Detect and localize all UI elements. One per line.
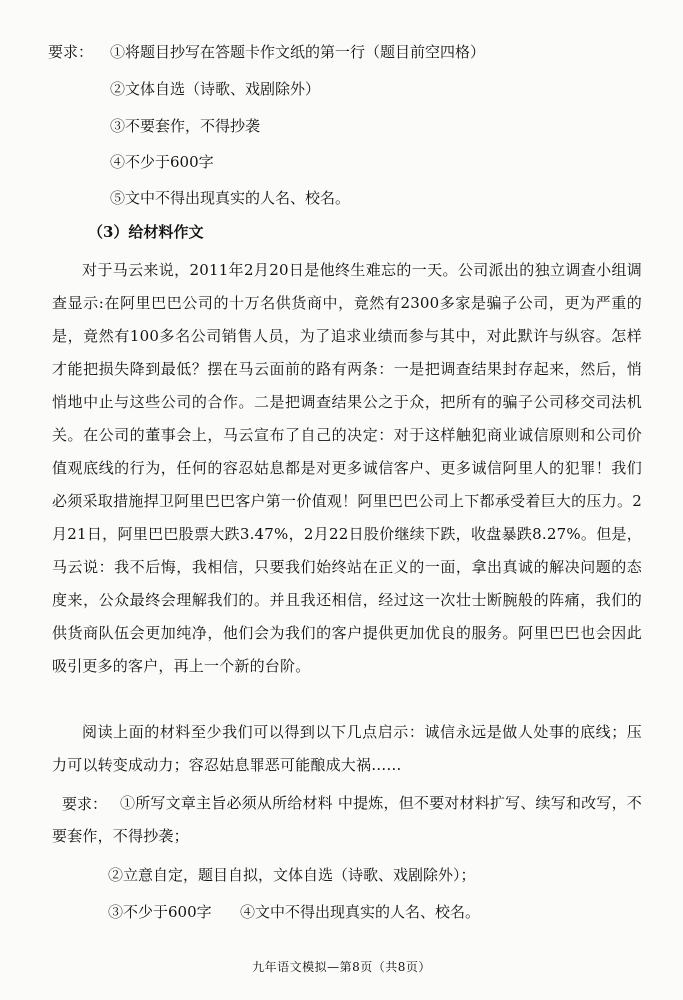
page-footer: 九年语文模拟—第8页（共8页） xyxy=(252,960,431,974)
requirement-item: ④不少于600字 xyxy=(110,153,214,171)
reading-paragraph: 阅读上面的材料至少我们可以得到以下几点启示：诚信永远是做人处事的底线；压力可以转变成动力；容忍姑息罪恶可能酿成大祸…… xyxy=(52,723,642,774)
section-heading: （3）给材料作文 xyxy=(88,223,204,241)
material-paragraph: 对于马云来说，2011年2月20日是他终生难忘的一天。公司派出的独立调查小组调查显示:在阿里巴巴公司的十万名供货商中，竟然有2300多家是骗子公司，更为严重的是，竟然有100多名公司销售人员，为了追求业绩而参与其中，对此默许与纵容。怎样才能把损失降到最低？摆在马云面前的路有两条：一是把调查结果封存起来，然后，悄悄地中止与这些公司的合作。二是把调查结果公之于众，把所有的骗子公司移交司法机关。在公司的董事会上，马云宣布了自己的决定：对于这样触犯商业诚信原则和公司价值观底线的行为，任何的容忍姑息都是对更多诚信客户、更多诚信阿里人的犯罪！我们必须采取措施捍卫阿里巴巴客户第一价值观！阿里巴巴公司上下都承受着巨大的压力。2月21日，阿里巴巴股票大跌3.47%，2月22日股价继续下跌，收盘暴跌8.27%。但是，马云说：我不后悔，我相信，只要我们始终站在正义的一面，拿出真诚的解决问题的态度来，公众最终会理解我们的。并且我还相信，经过这一次壮士断腕般的阵痛，我们的供货商队伍会更加纯净，他们会为我们的客户提供更加优良的服务。阿里巴巴也会因此吸引更多的客户，再上一个新的台阶。 xyxy=(52,261,642,675)
requirement-item: ③不少于600字 xyxy=(108,903,212,921)
requirements-label-2: 要求： xyxy=(62,795,108,813)
requirement-item: ①将题目抄写在答题卡作文纸的第一行（题目前空四格） xyxy=(110,43,486,61)
requirement-item: ⑤文中不得出现真实的人名、校名。 xyxy=(110,189,351,207)
requirements-label: 要求： xyxy=(48,43,94,61)
requirement-item: ②立意自定，题目自拟，文体自选（诗歌、戏剧除外）； xyxy=(108,866,476,884)
requirement-item: ④文中不得出现真实的人名、校名。 xyxy=(240,903,481,921)
requirement-item: ③不要套作，不得抄袭 xyxy=(110,117,261,135)
requirement-item: ①所写文章主旨必须从所给材料 中提炼，但不要对材料扩写、续写和改写，不要套作，不得抄袭； xyxy=(52,794,642,845)
requirement-item: ②文体自选（诗歌、戏剧除外） xyxy=(110,80,321,98)
